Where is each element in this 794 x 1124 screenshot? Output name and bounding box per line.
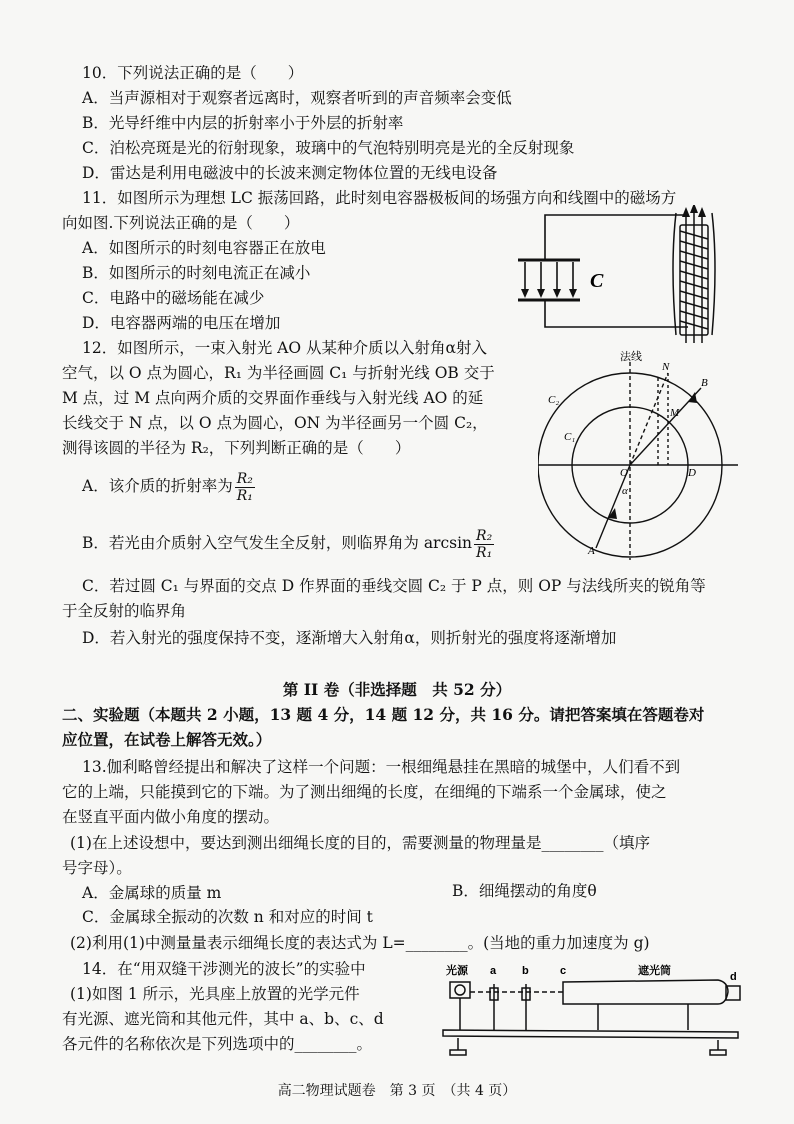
q10-stem: 10．下列说法正确的是（ ） — [82, 64, 304, 82]
q12-option-a-fraction — [235, 471, 255, 504]
section-2-heading-line2: 应位置，在试卷上解答无效。） — [62, 730, 272, 749]
optical-bench-figure — [438, 960, 758, 1060]
q12-line1: 12．如图所示，一束入射光 AO 从某种介质以入射角α射入 — [82, 339, 487, 357]
q12-option-c-line1: C．若过圆 C₁ 与界面的交点 D 作界面的垂线交圆 C₂ 于 P 点，则 OP 与法线所夹的锐角等 — [82, 577, 706, 595]
q13-option-a: A．金属球的质量 m — [82, 884, 222, 902]
q11-option-b: B．如图所示的时刻电流正在减小 — [82, 264, 311, 282]
page-footer: 高二物理试题卷 第 3 页 （共 4 页） — [277, 1083, 517, 1099]
q10-option-b: B．光导纤维中内层的折射率小于外层的折射率 — [82, 114, 404, 132]
q13-part1-line2: 号字母）。 — [62, 859, 132, 877]
point-n-label: N — [662, 361, 670, 373]
q13-line2: 它的上端，只能摸到它的下端。为了测出细绳的长度，在细绳的下端系一个金属球，使之 — [62, 783, 667, 801]
light-tube-label: 遮光筒 — [638, 965, 671, 977]
q13-line3: 在竖直平面内做小角度的摆动。 — [62, 808, 280, 826]
q11-option-d: D．电容器两端的电压在增加 — [82, 314, 281, 332]
q11-stem-line1: 11．如图所示为理想 LC 振荡回路，此时刻电容器极板间的场强方向和线圈中的磁场方 — [82, 189, 677, 207]
element-b-label: b — [522, 965, 529, 977]
lc-circuit-figure — [510, 205, 740, 345]
fraction-denominator: R₁ — [476, 544, 493, 561]
q14-line2: (1)如图 1 所示，光具座上放置的光学元件 — [70, 985, 360, 1003]
q14-line4: 各元件的名称依次是下列选项中的________。 — [62, 1035, 373, 1053]
refraction-circles-figure — [538, 348, 738, 560]
q10-option-d: D．雷达是利用电磁波中的长波来测定物体位置的无线电设备 — [82, 164, 498, 182]
q12-option-c-line2: 于全反射的临界角 — [62, 602, 187, 620]
element-a-label: a — [490, 965, 497, 977]
q12-option-b-fraction — [474, 528, 494, 561]
point-m-label: M — [670, 407, 680, 419]
q13-option-c: C．金属球全振动的次数 n 和对应的时间 t — [82, 908, 373, 926]
q14-line1: 14．在“用双缝干涉测光的波长”的实验中 — [82, 960, 366, 978]
q12-option-b — [82, 523, 496, 563]
q13-option-b: B．细绳摆动的角度θ — [452, 882, 597, 900]
light-source-label: 光源 — [446, 965, 468, 977]
q11-option-c: C．电路中的磁场能在减少 — [82, 289, 265, 307]
normal-line-label: 法线 — [620, 351, 642, 363]
fraction-numerator: R₂ — [236, 470, 253, 487]
q12-option-a-text: A．该介质的折射率为 — [82, 477, 233, 495]
point-b-label: B — [701, 377, 708, 389]
q11-stem-line2: 向如图.下列说法正确的是（ ） — [62, 214, 300, 232]
q12-option-a — [82, 466, 257, 506]
point-a-label: A — [588, 545, 595, 557]
q13-line1: 13.伽利略曾经提出和解决了这样一个问题：一根细绳悬挂在黑暗的城堡中，人们看不到 — [82, 758, 681, 776]
section-2-heading-line1: 二、实验题（本题共 2 小题，13 题 4 分，14 题 12 分，共 16 分。请把答案填在答题卷对 — [62, 705, 705, 724]
point-o-label: O — [620, 467, 628, 479]
q12-line4: 长线交于 N 点，以 O 点为圆心，ON 为半径画另一个圆 C₂， — [62, 414, 488, 432]
q13-part2: (2)利用(1)中测量量表示细绳长度的表达式为 L=________。(当地的重力加速度为 g) — [70, 934, 650, 952]
q10-option-c: C．泊松亮斑是光的衍射现象，玻璃中的气泡特别明亮是光的全反射现象 — [82, 139, 575, 157]
angle-alpha-label: α — [622, 485, 628, 497]
q12-line5: 测得该圆的半径为 R₂，下列判断正确的是（ ） — [62, 439, 411, 457]
point-d-label: D — [688, 467, 696, 479]
q11-option-a: A．如图所示的时刻电容器正在放电 — [82, 239, 326, 257]
q12-option-b-text: B．若光由介质射入空气发生全反射，则临界角为 arcsin — [82, 534, 473, 552]
fraction-denominator: R₁ — [236, 487, 253, 504]
capacitor-label: C — [590, 270, 604, 292]
element-d-label: d — [730, 971, 737, 983]
q12-line2: 空气，以 O 点为圆心，R₁ 为半径画圆 C₁ 与折射光线 OB 交于 — [62, 364, 495, 382]
q10-option-a: A．当声源相对于观察者远离时，观察者听到的声音频率会变低 — [82, 89, 512, 107]
q13-part1-line1: (1)在上述设想中，要达到测出细绳长度的目的，需要测量的物理量是________（填序 — [70, 834, 650, 852]
q14-line3: 有光源、遮光筒和其他元件，其中 a、b、c、d — [62, 1010, 384, 1028]
circle-c1-label: C₁ — [564, 431, 576, 443]
q12-line3: M 点，过 M 点向两介质的交界面作垂线与入射光线 AO 的延 — [62, 389, 484, 407]
circle-c2-label: C₂ — [548, 394, 560, 406]
fraction-numerator: R₂ — [476, 527, 493, 544]
element-c-label: c — [560, 965, 567, 977]
section-2-title: 第 II 卷（非选择题 共 52 分） — [282, 680, 512, 699]
q12-option-d: D．若入射光的强度保持不变，逐渐增大入射角α，则折射光的强度将逐渐增加 — [82, 629, 617, 647]
